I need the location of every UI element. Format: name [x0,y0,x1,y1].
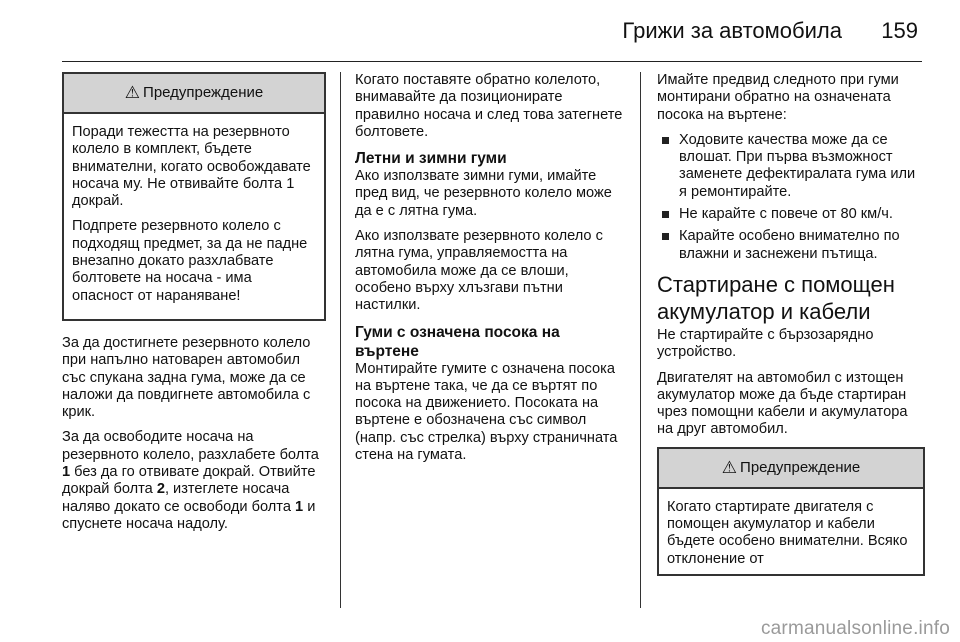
list-item-text: Ходовите качества може да се влошат. При първа възможност заменете дефектиралата гума или я ремонтирайте. [679,131,916,200]
warning-body [659,489,923,574]
header-divider [62,61,922,62]
bullet-list [657,132,925,263]
paragraph: Имайте предвид следното при гуми монтирани обратно на означената посока на въртене: [657,72,899,123]
paragraph: Когато поставяте обратно колелото, внимавайте да позиционирате правилно носача и след това затегнете болтовете. [355,72,623,140]
warning-title: Предупреждение [143,84,264,102]
warning-title: Предупреждение [740,459,861,477]
section-heading: Гуми с означена посока на въртене [355,323,560,360]
paragraph: Двигателят на автомобил с изтощен акумулатор може да бъде стартиран чрез помощни кабели и акумулатора на друг автомобил. [657,369,908,438]
chapter-title: Грижи за автомобила [622,18,842,43]
paragraph: Не стартирайте с бързозарядно устройство. [657,326,874,361]
column-1 [62,72,326,541]
warning-paragraph: Поради тежестта на резервното колело в комплект, бъдете внимателни, когато освобождавате носача му. Не отвивайте болта 1 докрай. [72,124,311,210]
list-item-text: Карайте особено внимателно по влажни и заснежени пътища. [679,228,900,262]
watermark: carmanualsonline.info [760,618,950,639]
bolt-number: 1 [62,464,71,481]
bullet-square-icon [662,137,669,144]
warning-header [659,449,923,489]
warning-paragraph: Подпрете резервното колело с подходящ предмет, за да не падне внезапно докато разхлабвате болтовете на носача - има опасност от нараняване! [72,218,308,304]
list-item [657,206,925,223]
warning-paragraph: Когато стартирате двигателя с помощен акумулатор и кабели бъдете особено внимателни. Всяко отклонение от [667,498,908,567]
paragraph: Монтирайте гумите с означена посока на въртене така, че да се въртят по посока на движението. Посоката на въртене е обозначена със символ (напр. със стрелка) върху страничната стена на гумата. [355,360,618,464]
bolt-number: 2 [156,481,165,498]
bullet-square-icon [662,211,669,218]
list-item [657,228,925,263]
section-heading: Стартиране с помощен акумулатор и кабели [657,271,895,324]
bolt-number: 1 [295,498,304,515]
column-divider-1 [340,72,341,608]
warning-triangle-icon: ⚠ [721,458,738,478]
paragraph: Ако използвате зимни гуми, имайте пред вид, че резервното колело може да е с лятна гума. [355,168,612,219]
text-run: , изтеглете носача наляво докато се освободи болта [62,481,296,515]
column-2 [355,72,627,472]
warning-body [64,114,324,319]
paragraph [62,429,326,533]
page-number: 159 [881,18,918,43]
warning-box [62,72,326,321]
warning-header [64,74,324,114]
list-item-text: Не карайте с повече от 80 км/ч. [679,206,893,223]
text-run: и спуснете носача надолу. [62,498,316,532]
text-run: За да освободите носача на резервното колело, разхлабете болта [62,429,319,463]
bullet-square-icon [662,233,669,240]
text-run: без да го отвивате докрай. Отвийте докрай болта [62,464,316,498]
column-3 [657,72,925,590]
section-heading: Летни и зимни гуми [355,150,507,168]
warning-triangle-icon: ⚠ [124,83,141,103]
page-header [0,0,960,62]
paragraph: За да достигнете резервното колело при напълно натоварен автомобил със спукана задна гума, може да се наложи да повдигнете автомобила с крик. [62,334,311,421]
column-divider-2 [640,72,641,608]
warning-box [657,447,925,576]
paragraph: Ако използвате резервното колело с лятна гума, управляемостта на автомобила може да се влоши, особено върху хлъзгави пътни настилки. [355,228,603,314]
list-item [657,132,925,201]
